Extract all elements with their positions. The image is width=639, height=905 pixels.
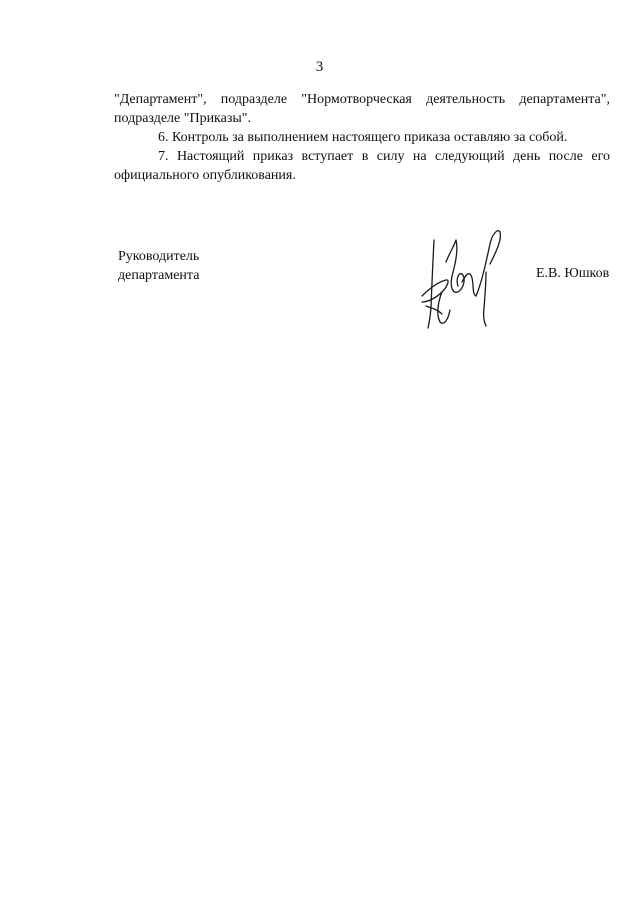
signatory-title-line: Руководитель [118, 249, 200, 264]
handwritten-signature [412, 222, 504, 334]
signatory-name: Е.В. Юшков [536, 266, 610, 281]
signatory-title-line: департамента [118, 268, 200, 283]
document-body [114, 90, 610, 185]
paragraph-item-6: 6. Контроль за выполнением настоящего приказа оставляю за собой. [158, 130, 568, 145]
signatory-title [118, 247, 199, 285]
paragraph-line: подразделе "Приказы". [114, 111, 252, 126]
paragraph-item-7: 7. Настоящий приказ вступает в силу на следующий день после его [158, 149, 610, 164]
paragraph-line: "Департамент", подразделе "Нормотворческая деятельность департамента", [114, 92, 610, 107]
paragraph-line: официального опубликования. [114, 168, 296, 183]
page-number: 3 [315, 59, 324, 75]
